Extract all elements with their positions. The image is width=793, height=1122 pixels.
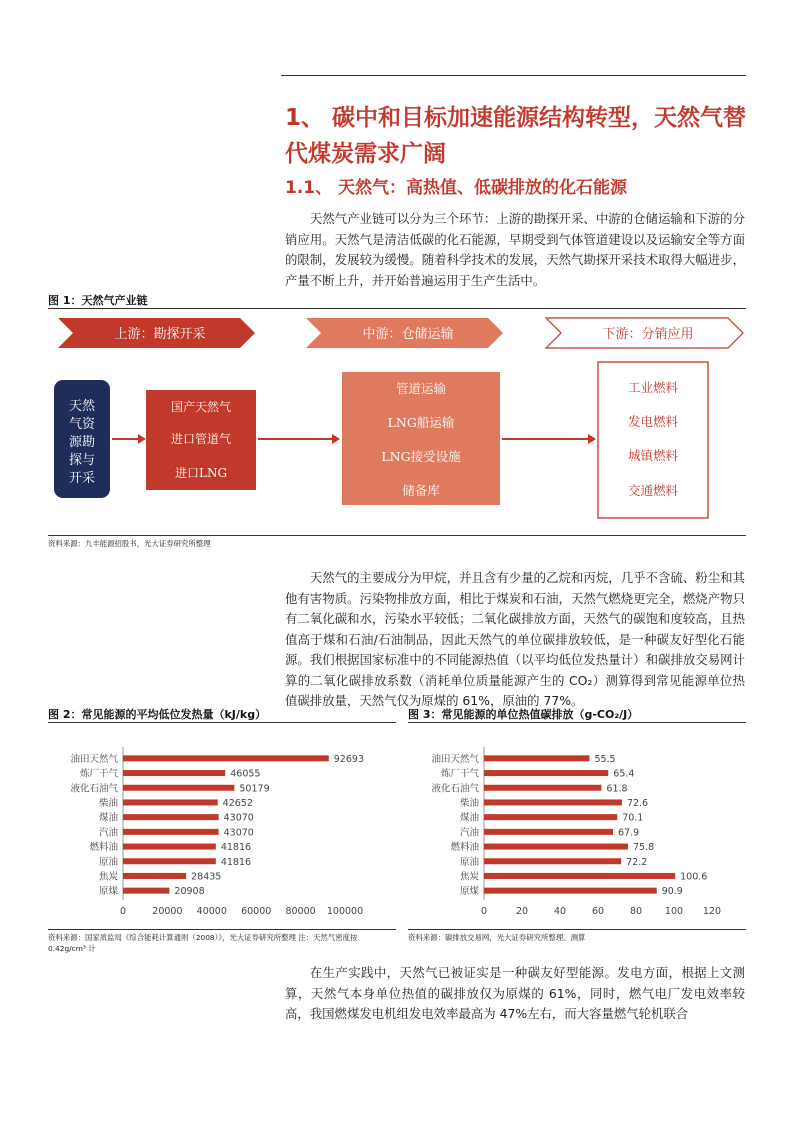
bar — [123, 888, 169, 894]
figure-3-rule — [408, 722, 746, 723]
midstream-item: LNG接受设施 — [381, 449, 461, 464]
bar — [484, 829, 613, 835]
source-box-line: 开采 — [68, 471, 96, 486]
tick-label: 40 — [553, 906, 567, 917]
figure-1-bottom-rule — [48, 535, 746, 536]
category-label: 柴油 — [459, 797, 479, 809]
bar — [484, 888, 657, 894]
figure-1-source: 资料来源：九丰能源招股书，光大证券研究所整理 — [48, 539, 211, 548]
data-label: 72.2 — [626, 856, 648, 868]
downstream-label: 下游：分销应用 — [602, 327, 694, 342]
downstream-item: 工业燃料 — [627, 380, 679, 395]
data-label: 70.1 — [622, 812, 644, 824]
category-label: 原煤 — [459, 886, 479, 898]
category-label: 燃料油 — [450, 842, 479, 854]
category-label: 汽油 — [459, 827, 479, 839]
tick-label: 0 — [119, 906, 127, 917]
upstream-item: 进口LNG — [174, 466, 228, 480]
subsection-heading: 1.1、 天然气：高热值、低碳排放的化石能源 — [285, 178, 628, 198]
figure-2-source: 资料来源：国家质监局《综合能耗计算通则（2008）》，光大证券研究所整理 注：天然气密度按 0.42g/cm³ 计 — [48, 933, 358, 953]
data-label: 90.9 — [661, 886, 683, 898]
figure-3-bottom-rule — [408, 929, 746, 930]
source-box-line: 探与 — [68, 453, 96, 468]
data-label: 92693 — [333, 753, 365, 765]
data-label: 28435 — [191, 871, 222, 883]
data-label: 41816 — [220, 856, 252, 868]
figure-1-title: 图 1：天然气产业链 — [48, 294, 148, 307]
heat-value-chart — [48, 745, 396, 920]
data-label: 43070 — [223, 812, 254, 824]
bar — [484, 785, 601, 791]
midstream-item: 储备库 — [402, 483, 440, 498]
data-label: 75.8 — [633, 842, 655, 854]
bar — [123, 844, 216, 850]
category-label: 原煤 — [98, 886, 118, 898]
bar — [484, 858, 621, 864]
data-label: 41816 — [220, 842, 252, 854]
bar — [123, 799, 218, 805]
data-label: 46055 — [230, 768, 261, 780]
bar — [123, 829, 219, 835]
data-label: 55.5 — [594, 753, 616, 765]
data-label: 50179 — [239, 783, 270, 795]
category-label: 焦炭 — [459, 871, 479, 883]
figure-1-rule — [48, 308, 746, 309]
category-label: 煤油 — [98, 812, 118, 824]
data-label: 43070 — [223, 827, 254, 839]
tick-label: 40000 — [196, 906, 227, 917]
bar — [484, 814, 617, 820]
midstream-item: LNG船运输 — [387, 415, 455, 430]
bar — [484, 844, 628, 850]
bar — [123, 873, 186, 879]
category-label: 炼厂干气 — [440, 768, 479, 780]
tick-label: 0 — [480, 906, 488, 917]
data-label: 72.6 — [626, 797, 649, 809]
category-label: 汽油 — [98, 827, 118, 839]
tick-label: 20000 — [152, 906, 183, 917]
tick-label: 80 — [629, 906, 643, 917]
tick-label: 120 — [702, 906, 722, 917]
paragraph-2: 天然气的主要成分为甲烷，并且含有少量的乙烷和丙烷，几乎不含硫、粉尘和其他有害物质。污染物排放方面，相比于煤炭和石油，天然气燃烧更完全，燃烧产物只有二氧化碳和水，污染水平较低；二氧化碳排放方面，天然气的碳饱和度较高，且热值高于煤和石油/石油制品，因此天然气的单位碳排放较低，是一种碳友好型化石能源。我们根据国家标准中的不同能源热值（以平均低位发热量计）和碳排放交易网计算的二氧化碳排放系数（消耗单位质量能源产生的 CO₂）测算得到常见能源单位热值碳排放量，天然气仅为原煤的 61%，原油的 77%。 — [285, 570, 745, 708]
upstream-item: 进口管道气 — [170, 432, 232, 446]
category-label: 炼厂干气 — [79, 768, 118, 780]
bar — [123, 814, 219, 820]
arrow-icon — [138, 434, 146, 444]
upstream-label: 上游：勘探开采 — [114, 327, 206, 342]
industry-chain-diagram — [40, 310, 750, 535]
bar — [123, 755, 329, 761]
paragraph-1: 天然气产业链可以分为三个环节：上游的勘探开采、中游的仓储运输和下游的分销应用。天然气是清洁低碳的化石能源，早期受到气体管道建设以及运输安全等方面的限制，发展较为缓慢。随着科学技术的发展，天然气勘探开采技术取得大幅进步，产量不断上升，并开始普遍运用于生产生活中。 — [285, 211, 745, 288]
data-label: 42652 — [222, 797, 253, 809]
data-label: 20908 — [174, 886, 205, 898]
arrow-icon — [332, 434, 340, 444]
carbon-emission-chart — [408, 745, 746, 920]
section-heading: 1、 碳中和目标加速能源结构转型，天然气替代煤炭需求广阔 — [285, 105, 747, 167]
header-rule — [281, 75, 746, 76]
category-label: 焦炭 — [98, 871, 118, 883]
tick-label: 20 — [515, 906, 529, 917]
arrow-icon — [588, 434, 596, 444]
data-label: 65.4 — [613, 768, 635, 780]
tick-label: 60000 — [241, 906, 272, 917]
category-label: 燃料油 — [89, 842, 118, 854]
bar — [484, 799, 622, 805]
data-label: 100.6 — [680, 871, 708, 883]
tick-label: 100000 — [326, 906, 364, 917]
source-box-line: 气资 — [68, 417, 96, 432]
data-label: 67.9 — [618, 827, 640, 839]
upstream-item: 国产天然气 — [170, 400, 232, 414]
paragraph-3: 在生产实践中，天然气已被证实是一种碳友好型能源。发电方面，根据上文测算，天然气本身单位热值的碳排放仅为原煤的 61%，同时，燃气电厂发电效率较高，我国燃煤发电机组发电效率最高为 47%左右，而大容量燃气轮机联合 — [285, 965, 745, 1021]
source-box-line: 源勘 — [68, 435, 96, 450]
category-label: 原油 — [459, 856, 479, 868]
category-label: 原油 — [98, 856, 118, 868]
downstream-item: 城镇燃料 — [627, 448, 679, 463]
bar — [123, 770, 225, 776]
bar — [484, 755, 589, 761]
data-label: 61.8 — [606, 783, 628, 795]
category-label: 煤油 — [459, 812, 479, 824]
tick-label: 60 — [591, 906, 605, 917]
figure-2-title: 图 2：常见能源的平均低位发热量（kJ/kg） — [48, 708, 267, 721]
bar — [484, 873, 675, 879]
bar — [123, 785, 234, 791]
source-box-line: 天然 — [68, 399, 96, 414]
tick-label: 80000 — [285, 906, 316, 917]
category-label: 油田天然气 — [70, 753, 118, 765]
category-label: 液化石油气 — [70, 783, 118, 795]
bar — [123, 858, 216, 864]
figure-2-bottom-rule — [48, 929, 396, 930]
tick-label: 100 — [664, 906, 684, 917]
midstream-label: 中游：仓储运输 — [362, 327, 454, 342]
figure-2-rule — [48, 722, 396, 723]
downstream-item: 发电燃料 — [627, 414, 679, 429]
category-label: 柴油 — [98, 797, 118, 809]
category-label: 液化石油气 — [431, 783, 479, 795]
figure-3-title: 图 3：常见能源的单位热值碳排放（g-CO₂/J） — [408, 708, 639, 721]
bar — [484, 770, 608, 776]
figure-3-source: 资料来源：碳排放交易网，光大证券研究所整理、测算 — [408, 933, 586, 942]
category-label: 油田天然气 — [431, 753, 479, 765]
downstream-item: 交通燃料 — [627, 483, 679, 498]
midstream-item: 管道运输 — [395, 381, 447, 396]
